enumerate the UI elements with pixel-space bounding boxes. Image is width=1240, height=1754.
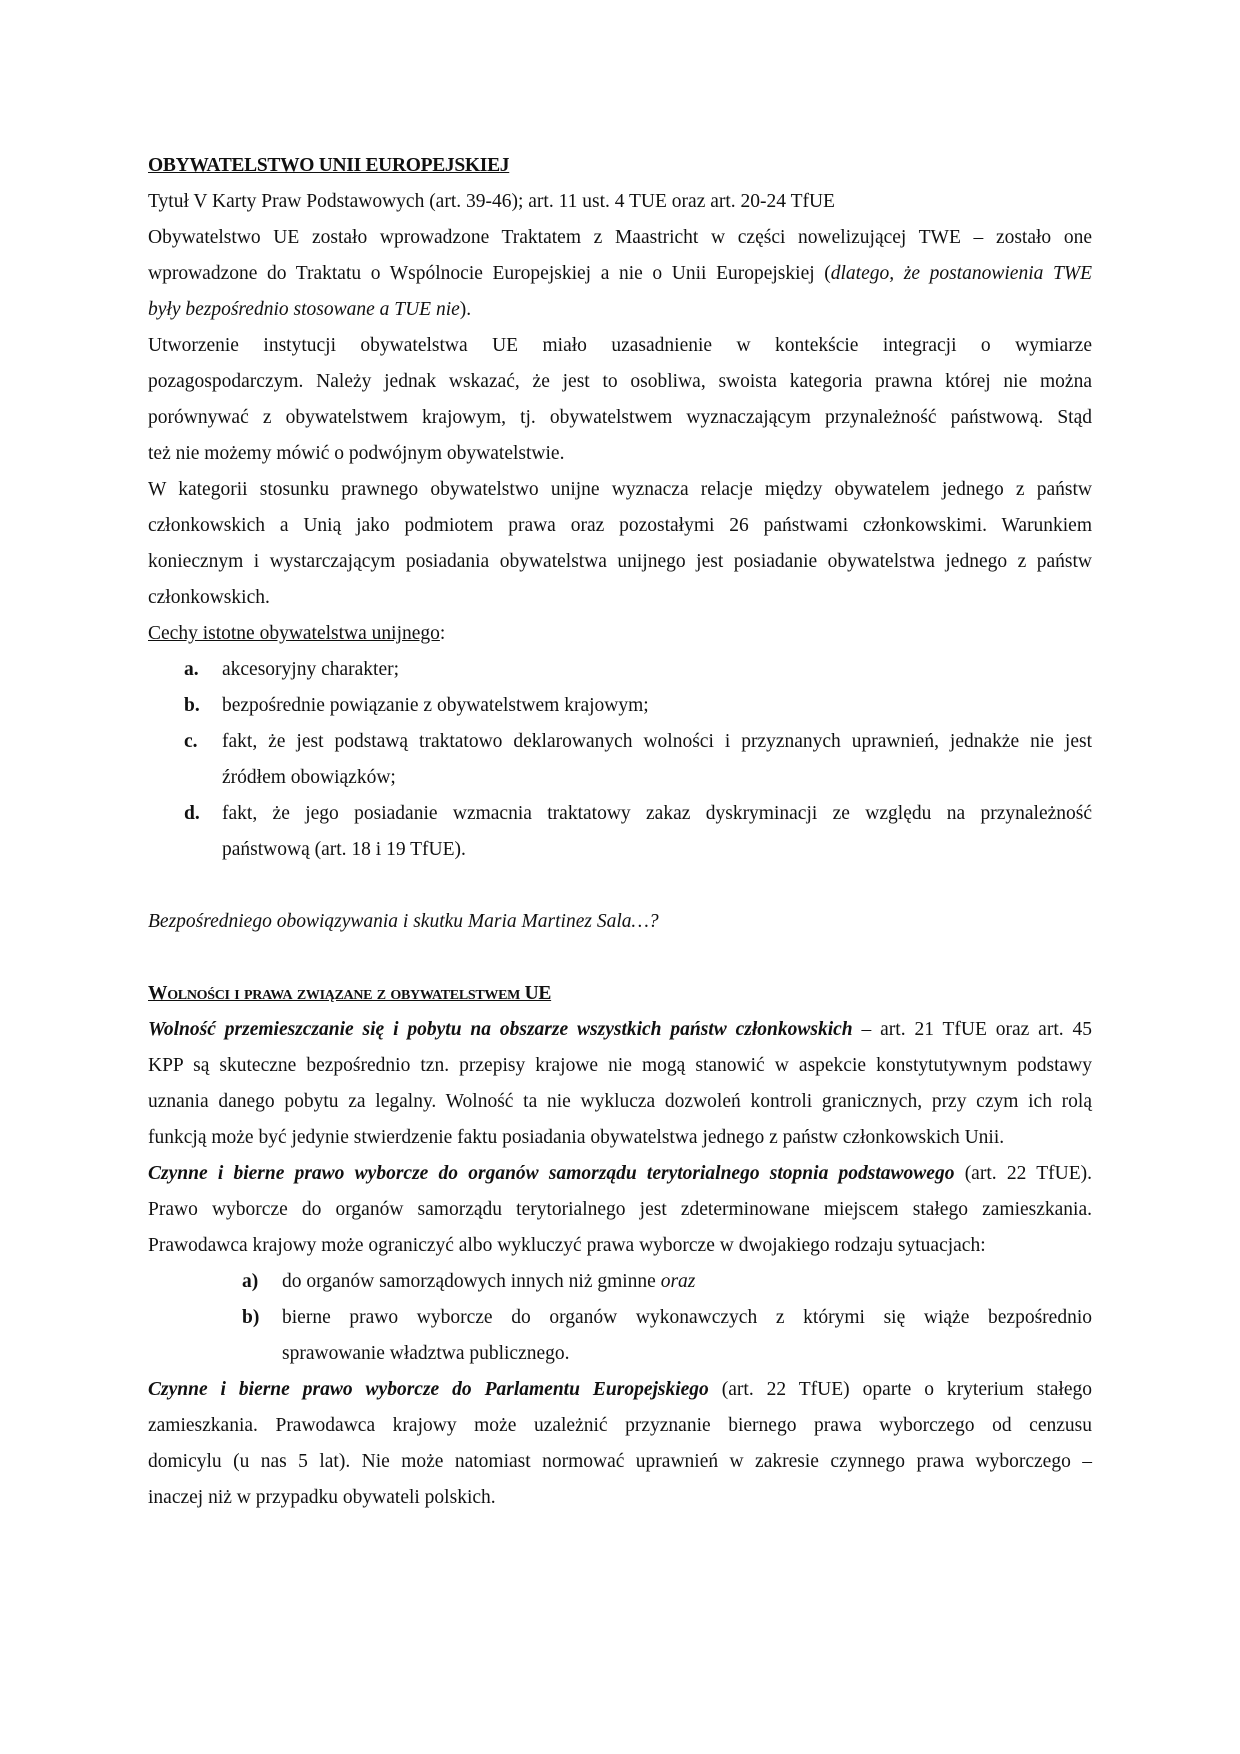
features-list [148,652,1092,868]
text-line: Wolność przemieszczanie się i pobytu na obszarze wszystkich państw członkowskich – art. 21 TfUE oraz art. 45 [148,1019,1092,1040]
text-line: inaczej niż w przypadku obywateli polskich. [148,1487,496,1508]
section-title-rights: Wolności i prawa związane z obywatelstwem UE [148,983,552,1004]
open-question: Bezpośredniego obowiązywania i skutku Maria Martinez Sala…? [148,911,659,932]
text-line: Prawo wyborcze do organów samorządu terytorialnego jest zdeterminowane miejscem stałego zamieszkania. [148,1199,1092,1220]
list-marker: d. [184,803,200,824]
document-page [148,148,1092,1516]
text-line: funkcją może być jedynie stwierdzenie faktu posiadania obywatelstwa jednego z państw członkowskich Unii. [148,1127,1005,1148]
text-line: bezpośrednie powiązanie z obywatelstwem krajowym; [222,695,649,716]
text-line: fakt, że jest podstawą traktatowo deklarowanych wolności i przyznanych uprawnień, jednakże nie jest [222,731,1092,752]
list-marker: b. [184,695,200,716]
text-line: zamieszkania. Prawodawca krajowy może uzależnić przyznanie biernego prawa wyborczego od cenzusu [148,1415,1092,1436]
text-line: Obywatelstwo UE zostało wprowadzone Traktatem z Maastricht w części nowelizującej TWE – zostało one [148,227,1092,248]
list-item [148,1264,1092,1300]
section-title-citizenship: OBYWATELSTWO UNII EUROPEJSKIEJ [148,155,510,176]
list-item [148,796,1092,868]
list-marker: b) [242,1307,260,1328]
features-heading: Cechy istotne obywatelstwa unijnego: [148,623,446,644]
text-line: uznania danego pobytu za legalny. Wolność ta nie wyklucza dozwoleń kontroli granicznych, przy czym ich rolą [148,1091,1092,1112]
list-item [148,1300,1092,1372]
text-line: były bezpośrednio stosowane a TUE nie). [148,299,472,320]
text-line: Czynne i bierne prawo wyborcze do organów samorządu terytorialnego stopnia podstawowego (art. 22 TfUE). [148,1163,1092,1184]
list-item [148,688,1092,724]
text-line: też nie możemy mówić o podwójnym obywatelstwie. [148,443,565,464]
text-line: koniecznym i wystarczającym posiadania obywatelstwa unijnego jest posiadanie obywatelstwa jednego z państw [148,551,1092,572]
text-line: państwową (art. 18 i 19 TfUE). [222,839,466,860]
paragraph-free-movement [148,1012,1092,1156]
text-line: domicylu (u nas 5 lat). Nie może natomiast normować uprawnień w zakresie czynnego prawa wyborczego – [148,1451,1092,1472]
paragraph-justification [148,328,1092,472]
text-line: Prawodawca krajowy może ograniczyć albo wykluczyć prawa wyborcze w dwojakiego rodzaju sytuacjach: [148,1235,986,1256]
text-line: akcesoryjny charakter; [222,659,400,680]
paragraph-ep-elections [148,1372,1092,1516]
text-line: porównywać z obywatelstwem krajowym, tj. obywatelstwem wyznaczającym przynależność państwową. Stąd [148,407,1092,428]
legal-basis: Tytuł V Karty Praw Podstawowych (art. 39-46); art. 11 ust. 4 TUE oraz art. 20-24 TfUE [148,191,835,212]
restrictions-list [148,1264,1092,1372]
list-marker: c. [184,731,198,752]
list-item [148,724,1092,796]
text-line: Utworzenie instytucji obywatelstwa UE miało uzasadnienie w kontekście integracji o wymiarze [148,335,1092,356]
text-line: źródłem obowiązków; [222,767,396,788]
list-marker: a) [242,1271,259,1292]
text-line: członkowskich a Unią jako podmiotem prawa oraz pozostałymi 26 państwami członkowskimi. Warunkiem [148,515,1092,536]
paragraph-introduction [148,220,1092,328]
text-line: W kategorii stosunku prawnego obywatelstwo unijne wyznacza relacje między obywatelem jednego z państw [148,479,1092,500]
text-line: bierne prawo wyborcze do organów wykonawczych z którymi się wiąże bezpośrednio [282,1307,1092,1328]
text-line: pozagospodarczym. Należy jednak wskazać, że jest to osobliwa, swoista kategoria prawna której nie można [148,371,1092,392]
paragraph-legal-relation [148,472,1092,616]
text-line: fakt, że jego posiadanie wzmacnia traktatowy zakaz dyskryminacji ze względu na przynależność [222,803,1092,824]
text-line: członkowskich. [148,587,270,608]
text-line: do organów samorządowych innych niż gminne oraz [282,1271,696,1292]
paragraph-local-elections [148,1156,1092,1264]
text-line: Czynne i bierne prawo wyborcze do Parlamentu Europejskiego (art. 22 TfUE) oparte o kryterium stałego [148,1379,1092,1400]
text-line: wprowadzone do Traktatu o Wspólnocie Europejskiej a nie o Unii Europejskiej (dlatego, że postanowienia TWE [148,263,1092,284]
text-line: KPP są skuteczne bezpośrednio tzn. przepisy krajowe nie mogą stanowić w aspekcie konstytutywnym podstawy [148,1055,1092,1076]
text-line: sprawowanie władztwa publicznego. [282,1343,570,1364]
list-marker: a. [184,659,199,680]
list-item [148,652,1092,688]
